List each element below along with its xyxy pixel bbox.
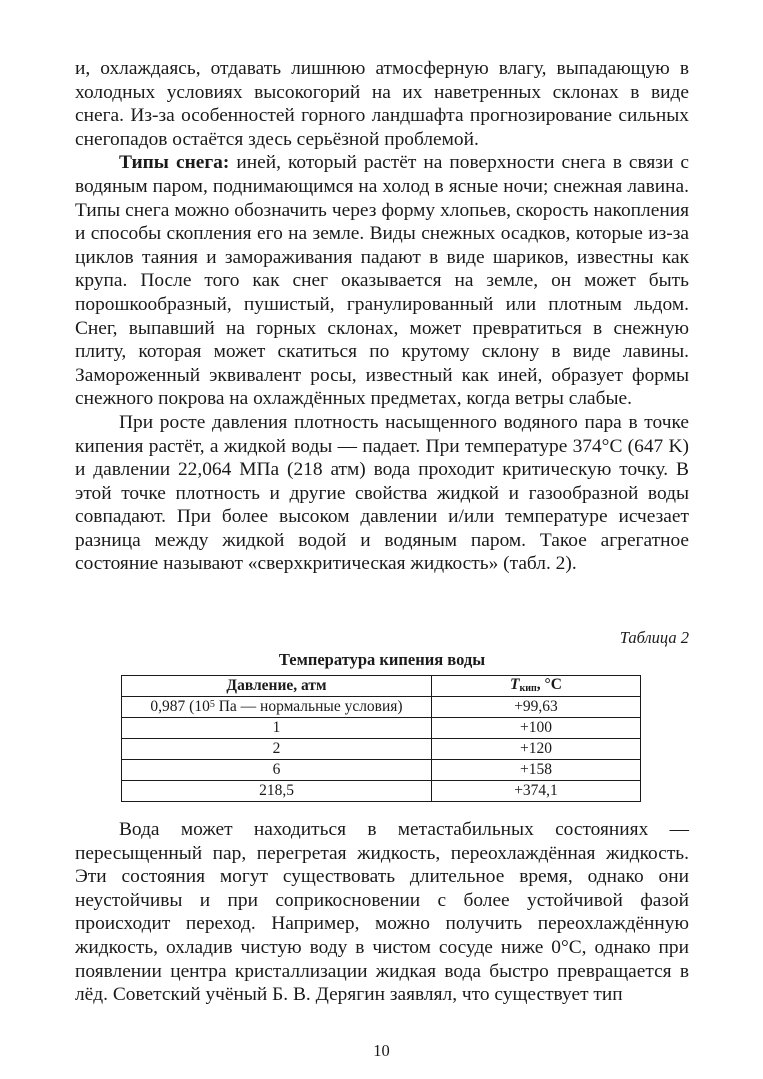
pressure-prefix: 0,987 (10 (150, 698, 210, 715)
cell-pressure: 2 (122, 739, 432, 760)
temp-unit: , °С (536, 676, 562, 693)
cell-pressure: 218,5 (122, 781, 432, 802)
paragraph-snow-types (75, 151, 689, 411)
temp-symbol: T (510, 676, 520, 693)
paragraph-text: и, охлаждаясь, отдавать лишнюю атмосферную влагу, выпадающую в холодных условиях высокогорий на их наветренных склонах в виде снега. Из-за особенностей горного ландшафта прогнозирование сильных снегопадов остаётся здесь серьёзной проблемой. (75, 58, 689, 150)
text-block-top (75, 57, 689, 576)
table-row (122, 781, 641, 802)
header-temperature (432, 676, 641, 697)
header-pressure: Давление, атм (122, 676, 432, 697)
temp-subscript: кип (519, 683, 537, 694)
paragraph-continued (75, 57, 689, 151)
table-row (122, 760, 641, 781)
pressure-suffix: Па — нормальные условия) (214, 698, 403, 715)
paragraph-text: При росте давления плотность насыщенного водяного пара в точке кипения растёт, а жидкой воды — падает. При температуре 374°С (647 K) и давлении 22,064 МПа (218 атм) вода проходит критическую точку. В этой точке плотность и другие свойства жидкой и газообразной воды совпадают. При более высоком давлении и/или температуре исчезает разница между жидкой водой и водяным паром. Такое агрегатное состояние называют «сверхкритическая жидкость» (табл. 2). (75, 411, 689, 575)
paragraph-metastable (75, 818, 689, 1007)
paragraph-text: Вода может находиться в метастабильных состояниях — пересыщенный пар, перегретая жидкость, переохлаждённая жидкость. Эти состояния могут существовать длительное время, однако они неустойчивы и при соприкосновении с более устойчивой фазой происходит переход. Например, можно получить переохлаждённую жидкость, охладив чистую воду в чистом сосуде ниже 0°С, однако при появлении центра кристаллизации жидкая вода быстро превращается в лёд. Советский учёный Б. В. Дерягин заявлял, что существует тип (75, 819, 689, 1006)
cell-temperature: +100 (432, 718, 641, 739)
paragraph-lead: Типы снега: (119, 152, 230, 174)
cell-temperature: +99,63 (432, 697, 641, 718)
text-block-bottom (75, 818, 689, 1007)
cell-pressure: 6 (122, 760, 432, 781)
page-number: 10 (373, 1041, 390, 1060)
pressure-exponent: 5 (209, 699, 215, 710)
paragraph-text: иней, который растёт на поверхности снега в связи с водяным паром, поднимающимся на холод в ясные ночи; снежная лавина. Типы снега можно обозначить через форму хлопьев, скорость накопления и способы скопления его на земле. Виды снежных осадков, которые из-за циклов таяния и замораживания падают в виде шариков, известны как крупа. После того как снег оказывается на земле, он может быть порошкообразный, пушистый, гранулированный или плотным льдом. Снег, выпавший на горных склонах, может превратиться в снежную плиту, которая может скатиться по крутому склону в виде лавины. Замороженный эквивалент росы, известный как иней, образует формы снежного покрова на охлаждённых предметах, когда ветры слабые. (75, 152, 689, 410)
table-title: Температура кипения воды (278, 650, 486, 669)
cell-temperature: +120 (432, 739, 641, 760)
table-row (122, 718, 641, 739)
boiling-point-table (121, 675, 641, 802)
table-header-row (122, 676, 641, 697)
cell-pressure: 1 (122, 718, 432, 739)
cell-temperature: +374,1 (432, 781, 641, 802)
table-row (122, 697, 641, 718)
table-label: Таблица 2 (619, 628, 689, 647)
paragraph-pressure (75, 411, 689, 576)
cell-temperature: +158 (432, 760, 641, 781)
cell-pressure (122, 697, 432, 718)
table-row (122, 739, 641, 760)
